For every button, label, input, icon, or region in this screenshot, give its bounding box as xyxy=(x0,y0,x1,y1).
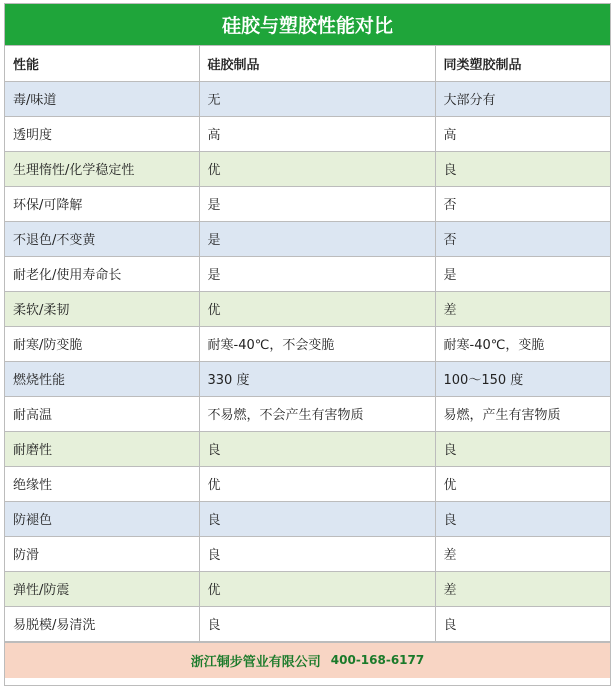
table-row xyxy=(5,291,610,326)
row-plastic-value: 差 xyxy=(435,291,610,326)
comparison-table-card xyxy=(4,3,611,686)
row-silicone-value: 良 xyxy=(199,431,435,466)
row-property: 透明度 xyxy=(5,116,199,151)
row-silicone-value: 良 xyxy=(199,606,435,641)
row-plastic-value: 优 xyxy=(435,466,610,501)
row-property: 不退色/不变黄 xyxy=(5,221,199,256)
table-row xyxy=(5,116,610,151)
table-row xyxy=(5,81,610,116)
header-silicone: 硅胶制品 xyxy=(199,46,435,81)
row-silicone-value: 良 xyxy=(199,501,435,536)
table-row xyxy=(5,466,610,501)
row-silicone-value: 330 度 xyxy=(199,361,435,396)
row-silicone-value: 耐寒-40℃，不会变脆 xyxy=(199,326,435,361)
row-silicone-value: 是 xyxy=(199,256,435,291)
row-property: 柔软/柔韧 xyxy=(5,291,199,326)
row-plastic-value: 否 xyxy=(435,186,610,221)
table-row xyxy=(5,326,610,361)
row-property: 绝缘性 xyxy=(5,466,199,501)
row-silicone-value: 是 xyxy=(199,221,435,256)
header-plastic: 同类塑胶制品 xyxy=(435,46,610,81)
row-property: 环保/可降解 xyxy=(5,186,199,221)
row-silicone-value: 不易燃，不会产生有害物质 xyxy=(199,396,435,431)
row-silicone-value: 是 xyxy=(199,186,435,221)
row-plastic-value: 差 xyxy=(435,536,610,571)
table-row xyxy=(5,256,610,291)
row-property: 弹性/防震 xyxy=(5,571,199,606)
table-row xyxy=(5,151,610,186)
footer-bar xyxy=(5,642,610,678)
row-silicone-value: 高 xyxy=(199,116,435,151)
table-row xyxy=(5,571,610,606)
row-plastic-value: 高 xyxy=(435,116,610,151)
table-row xyxy=(5,396,610,431)
row-plastic-value: 良 xyxy=(435,501,610,536)
header-row xyxy=(5,46,610,81)
table-row xyxy=(5,431,610,466)
row-plastic-value: 耐寒-40℃，变脆 xyxy=(435,326,610,361)
table-row xyxy=(5,221,610,256)
row-plastic-value: 良 xyxy=(435,151,610,186)
row-property: 耐高温 xyxy=(5,396,199,431)
row-silicone-value: 优 xyxy=(199,151,435,186)
row-property: 防滑 xyxy=(5,536,199,571)
table-title: 硅胶与塑胶性能对比 xyxy=(5,4,610,46)
row-plastic-value: 否 xyxy=(435,221,610,256)
row-property: 生理惰性/化学稳定性 xyxy=(5,151,199,186)
row-plastic-value: 良 xyxy=(435,431,610,466)
row-plastic-value: 易燃，产生有害物质 xyxy=(435,396,610,431)
table-row xyxy=(5,361,610,396)
row-property: 耐寒/防变脆 xyxy=(5,326,199,361)
row-silicone-value: 优 xyxy=(199,571,435,606)
row-silicone-value: 优 xyxy=(199,466,435,501)
row-property: 耐老化/使用寿命长 xyxy=(5,256,199,291)
company-name: 浙江铜步管业有限公司 xyxy=(190,654,321,670)
company-phone: 400-168-6177 xyxy=(330,653,425,667)
row-property: 毒/味道 xyxy=(5,81,199,116)
table-row xyxy=(5,536,610,571)
table-row xyxy=(5,606,610,641)
table-row xyxy=(5,186,610,221)
row-plastic-value: 是 xyxy=(435,256,610,291)
row-property: 燃烧性能 xyxy=(5,361,199,396)
row-property: 耐磨性 xyxy=(5,431,199,466)
row-plastic-value: 100～150 度 xyxy=(435,361,610,396)
row-property: 防褪色 xyxy=(5,501,199,536)
row-silicone-value: 良 xyxy=(199,536,435,571)
row-silicone-value: 优 xyxy=(199,291,435,326)
row-plastic-value: 大部分有 xyxy=(435,81,610,116)
comparison-table xyxy=(5,46,610,642)
header-property: 性能 xyxy=(5,46,199,81)
row-plastic-value: 良 xyxy=(435,606,610,641)
row-plastic-value: 差 xyxy=(435,571,610,606)
table-row xyxy=(5,501,610,536)
row-property: 易脱模/易清洗 xyxy=(5,606,199,641)
row-silicone-value: 无 xyxy=(199,81,435,116)
